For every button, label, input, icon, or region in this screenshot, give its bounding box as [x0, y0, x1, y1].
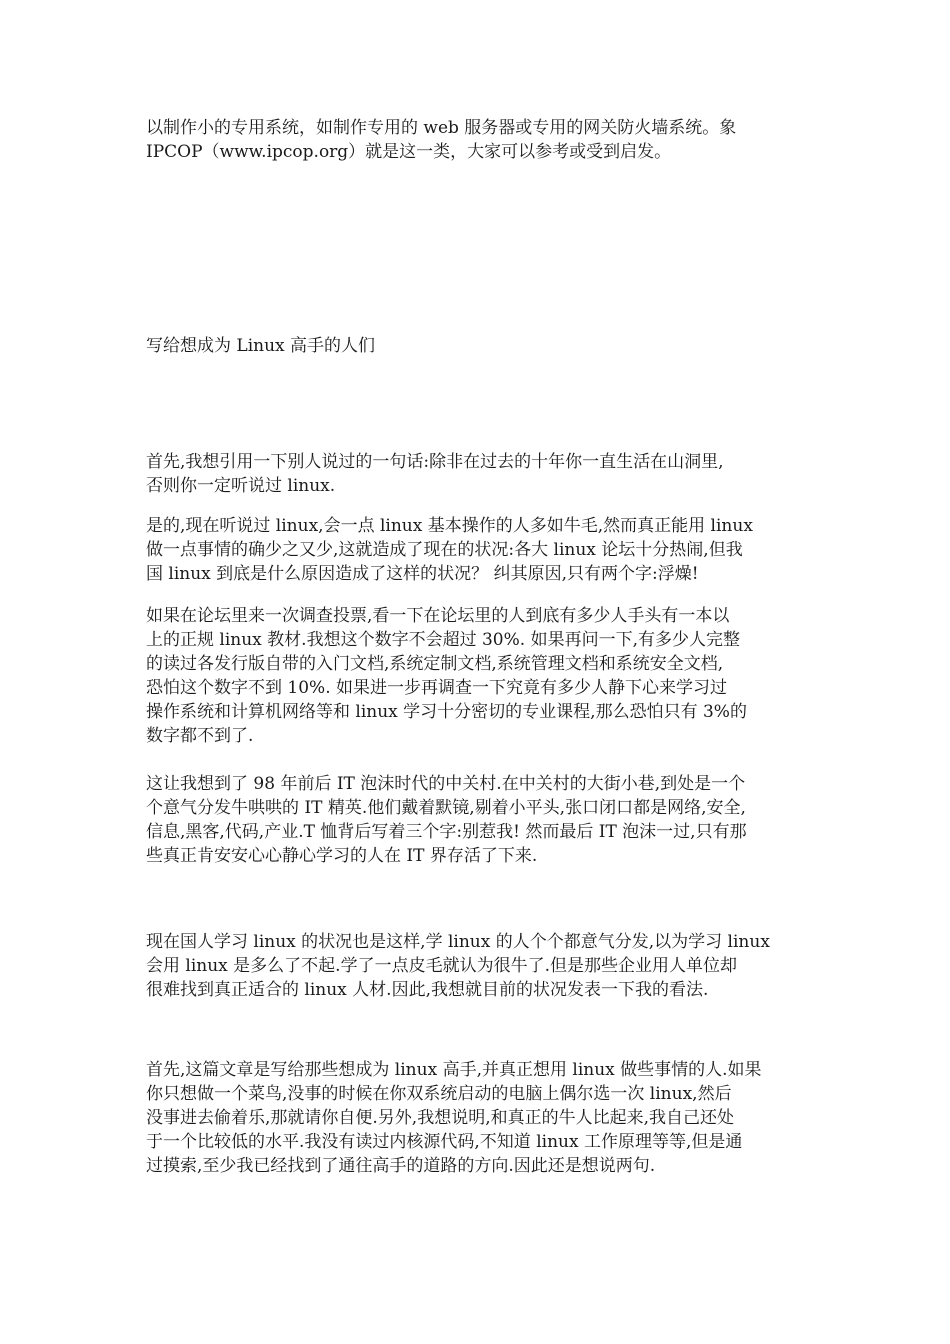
text-line: 是的,现在听说过 linux,会一点 linux 基本操作的人多如牛毛,然而真正能用 linux	[146, 516, 753, 536]
text-line: 个意气分发牛哄哄的 IT 精英.他们戴着默镜,剔着小平头,张口闭口都是网络,安全,	[146, 798, 746, 818]
intro-paragraph	[146, 116, 814, 164]
text-line: 首先,我想引用一下别人说过的一句话:除非在过去的十年你一直生活在山洞里,	[146, 452, 724, 472]
paragraph-1	[146, 450, 814, 498]
text-line: 国 linux 到底是什么原因造成了这样的状况？ 纠其原因,只有两个字:浮燥!	[146, 564, 699, 584]
paragraph-6	[146, 1058, 814, 1178]
text-line: 些真正肯安安心心静心学习的人在 IT 界存活了下来.	[146, 846, 538, 866]
article-title	[146, 334, 814, 358]
text-line: 否则你一定听说过 linux.	[146, 476, 336, 496]
text-line: 你只想做一个菜鸟,没事的时候在你双系统启动的电脑上偶尔选一次 linux,然后	[146, 1084, 732, 1104]
paragraph-2	[146, 514, 814, 586]
text-line: 如果在论坛里来一次调查投票,看一下在论坛里的人到底有多少人手头有一本以	[146, 606, 730, 626]
text-line: 现在国人学习 linux 的状况也是这样,学 linux 的人个个都意气分发,以为学习 linux	[146, 932, 770, 952]
text-line: 首先,这篇文章是写给那些想成为 linux 高手,并真正想用 linux 做些事情的人.如果	[146, 1060, 762, 1080]
text-line: 数字都不到了.	[146, 726, 254, 746]
text-line: 过摸索,至少我已经找到了通往高手的道路的方向.因此还是想说两句.	[146, 1156, 656, 1176]
text-line: 很难找到真正适合的 linux 人材.因此,我想就目前的状况发表一下我的看法.	[146, 980, 709, 1000]
paragraph-4	[146, 772, 814, 868]
text-line: 恐怕这个数字不到 10%. 如果进一步再调查一下究竟有多少人静下心来学习过	[146, 678, 727, 698]
text-line: 信息,黑客,代码,产业.T 恤背后写着三个字:别惹我! 然而最后 IT 泡沫一过,只有那	[146, 822, 747, 842]
text-line: 上的正规 linux 教材.我想这个数字不会超过 30%. 如果再问一下,有多少人完整	[146, 630, 740, 650]
text-line: 于一个比较低的水平.我没有读过内核源代码,不知道 linux 工作原理等等,但是通	[146, 1132, 743, 1152]
text-line: 做一点事情的确少之又少,这就造成了现在的状况:各大 linux 论坛十分热闹,但我	[146, 540, 743, 560]
text-line: 会用 linux 是多么了不起.学了一点皮毛就认为很牛了.但是那些企业用人单位却	[146, 956, 737, 976]
text-line: 没事进去偷着乐,那就请你自便.另外,我想说明,和真正的牛人比起来,我自己还处	[146, 1108, 735, 1128]
text-line: 以制作小的专用系统，如制作专用的 web 服务器或专用的网关防火墙系统。象	[146, 118, 737, 138]
paragraph-3	[146, 604, 814, 748]
text-line: 这让我想到了 98 年前后 IT 泡沫时代的中关村.在中关村的大街小巷,到处是一个	[146, 774, 746, 794]
text-line: IPCOP（www.ipcop.org）就是这一类，大家可以参考或受到启发。	[146, 142, 672, 162]
text-line: 操作系统和计算机网络等和 linux 学习十分密切的专业课程,那么恐怕只有 3%的	[146, 702, 747, 722]
paragraph-5	[146, 930, 814, 1002]
text-line: 的读过各发行版自带的入门文档,系统定制文档,系统管理文档和系统安全文档,	[146, 654, 724, 674]
title-text: 写给想成为 Linux 高手的人们	[146, 336, 376, 356]
